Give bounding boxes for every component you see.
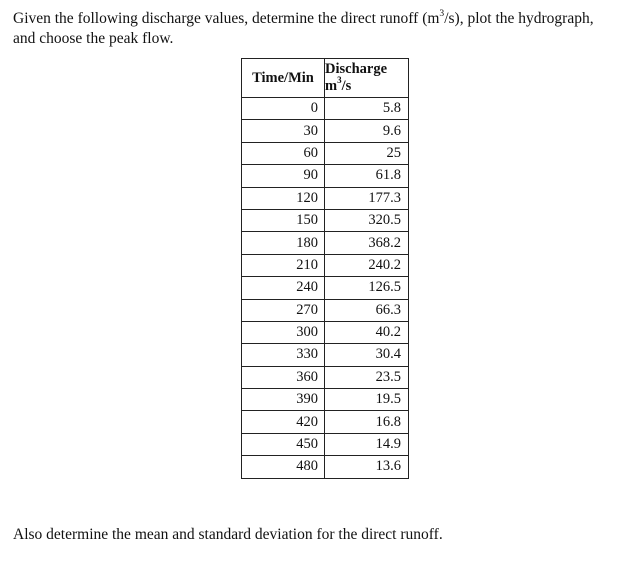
table-row: [242, 120, 409, 142]
cell-discharge: 30.4: [325, 344, 409, 366]
follow-up-question: Also determine the mean and standard deviation for the direct runoff.: [13, 526, 443, 543]
table-row: [242, 389, 409, 411]
cell-time: 150: [242, 209, 325, 231]
cell-time: 420: [242, 411, 325, 433]
table-row: [242, 456, 409, 478]
cell-discharge: 240.2: [325, 254, 409, 276]
table-row: [242, 187, 409, 209]
cell-discharge: 19.5: [325, 389, 409, 411]
table-row: [242, 98, 409, 120]
table-row: [242, 165, 409, 187]
table-body: [242, 98, 409, 479]
table-row: [242, 142, 409, 164]
unit-rest: /s: [341, 78, 352, 94]
cell-discharge: 25: [325, 142, 409, 164]
cell-discharge: 14.9: [325, 433, 409, 455]
cell-discharge: 13.6: [325, 456, 409, 478]
cell-time: 390: [242, 389, 325, 411]
header-time: Time/Min: [242, 59, 325, 98]
table-row: [242, 299, 409, 321]
problem-text-part2: /s), plot the hydrograph,: [444, 10, 594, 27]
cell-time: 180: [242, 232, 325, 254]
table-row: [242, 254, 409, 276]
cell-discharge: 177.3: [325, 187, 409, 209]
cell-discharge: 320.5: [325, 209, 409, 231]
cell-discharge: 40.2: [325, 321, 409, 343]
table-row: [242, 277, 409, 299]
cell-time: 360: [242, 366, 325, 388]
table-row: [242, 411, 409, 433]
cell-discharge: 61.8: [325, 165, 409, 187]
problem-statement: [13, 9, 619, 49]
cell-time: 0: [242, 98, 325, 120]
table-row: [242, 433, 409, 455]
cell-discharge: 9.6: [325, 120, 409, 142]
problem-text-part1: Given the following discharge values, determine the direct runoff (m: [13, 10, 440, 27]
cell-time: 450: [242, 433, 325, 455]
cell-time: 210: [242, 254, 325, 276]
table-row: [242, 366, 409, 388]
cell-time: 120: [242, 187, 325, 209]
cell-time: 30: [242, 120, 325, 142]
cell-time: 90: [242, 165, 325, 187]
table-header-row: [242, 59, 409, 98]
cell-discharge: 5.8: [325, 98, 409, 120]
cell-discharge: 126.5: [325, 277, 409, 299]
cell-discharge: 368.2: [325, 232, 409, 254]
header-discharge: [325, 59, 409, 98]
cell-time: 480: [242, 456, 325, 478]
unit-superscript: 3: [337, 75, 342, 86]
unit-base: m: [325, 78, 338, 94]
cell-discharge: 16.8: [325, 411, 409, 433]
table-row: [242, 344, 409, 366]
cell-discharge: 66.3: [325, 299, 409, 321]
header-discharge-label: Discharge: [325, 61, 388, 77]
table-row: [242, 321, 409, 343]
superscript-3: 3: [439, 7, 445, 19]
cell-time: 240: [242, 277, 325, 299]
cell-discharge: 23.5: [325, 366, 409, 388]
cell-time: 330: [242, 344, 325, 366]
table-row: [242, 232, 409, 254]
cell-time: 60: [242, 142, 325, 164]
discharge-table: [241, 58, 409, 479]
problem-text-line2: and choose the peak flow.: [13, 30, 174, 47]
header-discharge-unit: [325, 75, 408, 95]
table-row: [242, 209, 409, 231]
cell-time: 300: [242, 321, 325, 343]
cell-time: 270: [242, 299, 325, 321]
